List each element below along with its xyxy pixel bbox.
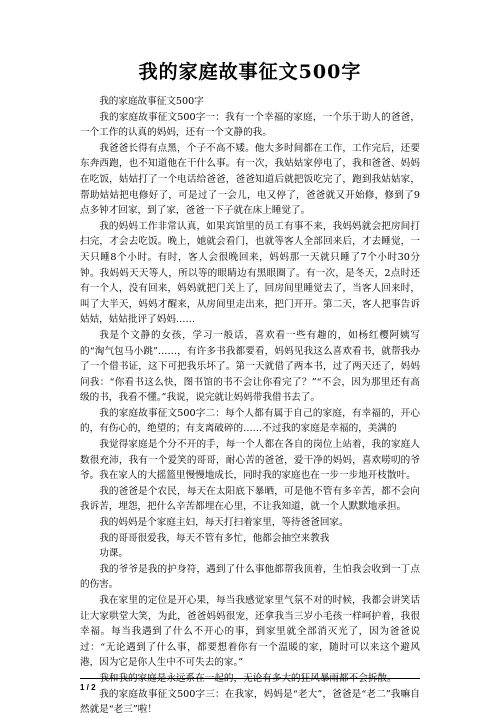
paragraph: 我的哥哥很爱我，每天不管有多忙，他都会抽空来教我 (99, 532, 330, 544)
paragraph: 我的家庭故事征文500字 (99, 96, 204, 107)
document-body (80, 94, 420, 718)
paragraph: 我在家里的定位是开心果，每当我感觉家里气氛不对的时候，我都会讲笑话让大家哄堂大笑，为此，爸爸妈妈很宠，还拿我当三岁小毛孩一样呵护着，我很幸福。每当我遇到了什么不开心的事，到家里就全部消灭光了，因为爸爸说过：“无论遇到了什么事，都要想着你有一个温暖的家，随时可以来这个避风港，因为它是你人生中不可失去的家。” (80, 595, 420, 669)
paragraph: 我觉得家庭是个分不开的手，每一个人都在各自的岗位上站着，我的家庭人数很充沛，我有一个爱笑的哥哥，耐心苦的爸爸，爱干净的妈妈，喜欢唠叨的爷爷。我在家人的大摇篮里慢慢地成长，同时我的家庭也在一步一步地开枝散叶。 (80, 439, 420, 482)
page-footer (80, 678, 420, 692)
paragraph: 我和我的家庭是永远系在一起的，无论有多大的狂风暴雨都不会拆散。 (99, 672, 397, 684)
paragraph: 我的家庭故事征文500字三：在我家，妈妈是“老大”，爸爸是“老二”我嘛自然就是“老三”啦！ (80, 688, 420, 716)
paragraph: 我爸爸长得有点黑，个子不高不矮。他大多时间都在工作，工作完后，还要东奔西跑，也不知道他在干什么事。有一次，我姑姑家停电了，我和爸爸、妈妈在吃饭，姑姑打了一个电话给爸爸，爸爸知道后就把饭吃完了，跑到我姑姑家，帮助姑姑把电修好了，可是过了一会儿，电又停了，爸爸就又开始修，修到了9点多钟才回家，到了家，爸爸一下子就在床上睡觉了。 (80, 142, 420, 217)
page-indicator: 1 / 2 (80, 683, 96, 692)
document-title: 我的家庭故事征文500字 (138, 61, 362, 83)
paragraph: 功课。 (99, 548, 128, 560)
paragraph: 我的妈妈工作非常认真，如果宾馆里的员工有事不来，我妈妈就会把房间打扫完，才会去吃饭。晚上，她就会看门，也就等客人全部回来后，才去睡觉，一天只睡8个小时。有时，客人会很晚回来，妈妈那一天就只睡了7个小时30分钟。我妈妈天天等人，所以等的眼睛边有黑眼圈了。有一次，是冬天，2点时还有一个人，没有回来，妈妈就把门关上了，回房间里睡觉去了，当客人回来时，叫了大半天，妈妈才醒来，从房间里走出来，把门开开。第二天，客人把事告诉姑姑，姑姑批评了妈妈…… (80, 220, 420, 326)
paragraph: 我的家庭故事征文500字二：每个人都有属于自己的家庭，有幸福的，开心的，有伤心的，绝望的；有支离破碎的……不过我的家庭是幸福的，美满的 (80, 407, 420, 435)
paragraph: 我的家庭故事征文500字一：我有一个幸福的家庭，一个乐于助人的爸爸，一个工作的认真的妈妈，还有一个文静的我。 (80, 111, 420, 139)
paragraph: 我是个文静的女孩，学习一般话，喜欢看一些有趣的，如杨红樱阿姨写的“淘气包马小跳”……，有许多书我都要看，妈妈见我这么喜欢看书，就帮我办了一个借书证，这下可把我乐坏了。第一天就借了两本书，过了两天还了，妈妈问我：“你看书这么快，图书馆的书不会让你看完了？”“不会，因为那里还有高级的书，我看不懂。”我说，说完就让妈妈带我借书去了。 (80, 329, 420, 404)
paragraph: 我的爷爷是我的护身符，遇到了什么事他都帮我顶着，生怕我会收到一丁点的伤害。 (80, 563, 420, 591)
paragraph: 我的爸爸是个农民，每天在太阳底下暴晒，可是他不管有多辛苦，都不会向我诉苦，埋怨，把什么辛苦都埋在心里，不让我知道，就一个人默默地承担。 (80, 485, 420, 513)
paragraph: 我的妈妈是个家庭主妇，每天打扫着家里，等待爸爸回家。 (99, 517, 349, 529)
